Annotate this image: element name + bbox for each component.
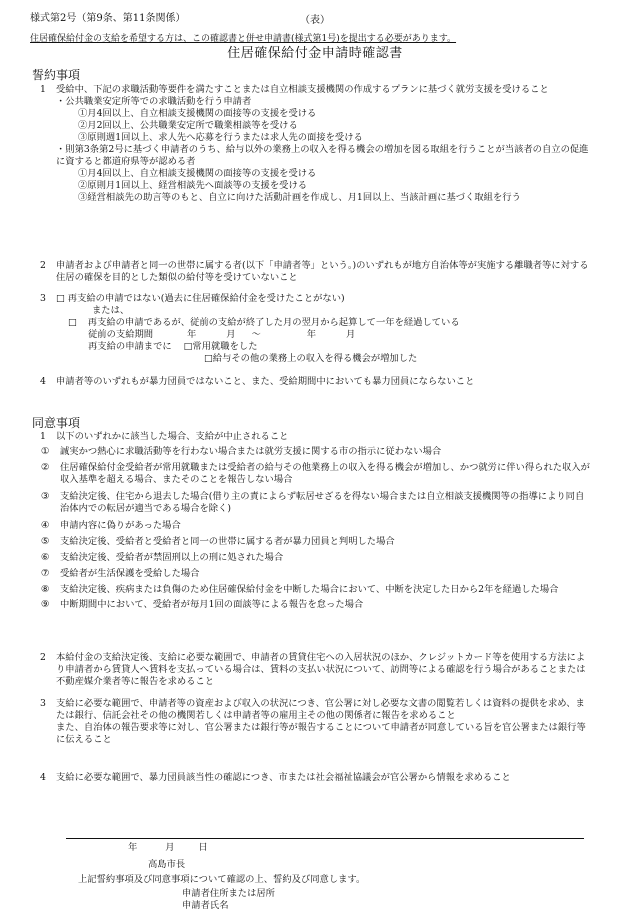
item-number: 2 — [40, 652, 46, 663]
form-number: 様式第2号（第9条、第11条関係） — [30, 13, 186, 24]
period-month-start[interactable]: 月 — [226, 329, 236, 340]
pledge-item-3 — [30, 293, 592, 365]
pledge-item-1 — [30, 84, 592, 204]
item-text: 受給中、下記の求職活動等要件を満たすことまたは自立相談支援機関の作成するプランに基づく就労支援を受けること — [56, 84, 549, 95]
consent-item-4 — [30, 772, 592, 784]
condition-income-checkbox[interactable]: □給与その他の業務上の収入を得る機会が増加した — [204, 353, 418, 364]
item-text: 申請者等のいずれもが暴力団員ではないこと、また、受給期間中においても暴力団員にならないこと — [56, 376, 475, 387]
date-month: 月 — [165, 842, 175, 853]
item-text: 申請者および申請者と同一の世帯に属する者(以下「申請者等」という。)のいずれもが地方自治体等が実施する離職者等に対する住居の確保を目的とした類似の給付等を受けていないこと — [56, 260, 589, 283]
item-text: 以下のいずれかに該当した場合、支給が中止されること — [56, 431, 289, 442]
requirement-item: ①月4回以上、自立相談支援機関の面接等の支援を受ける — [78, 108, 317, 119]
confirmation-statement: 上記誓約事項及び同意事項について確認の上、誓約及び同意します。 — [78, 874, 366, 885]
item-text: 支給に必要な範囲で、申請者等の資産および収入の状況につき、官公署に対し必要な文書の閲覧若しくは資料の提供を求め、または銀行、信託会社その他の機関若しくは申請者等の雇用主その他の関係者に報告を求めること — [56, 698, 585, 721]
stop-condition: ⑨ 中断期間中において、受給者が毎月1回の面談等による報告を怠った場合 — [40, 599, 364, 610]
requirement-item: ②原則月1回以上、経営相談先へ面談等の支援を受ける — [78, 180, 308, 191]
condition-employment-checkbox[interactable]: □常用就職をした — [183, 341, 258, 352]
stop-condition: ③ 支給決定後、住宅から退去した場合(借り主の責によらず転居せざるを得ない場合または自立相談支援機関等の指導により同自治体内での転居が適当である場合を除く) — [40, 491, 585, 514]
option-repeat-text: 再支給の申請であるが、従前の支給が終了した月の翌月から起算して一年を経過している — [87, 317, 460, 328]
document-title: 住居確保給付金申請時確認書 — [227, 46, 403, 61]
or-text: または、 — [92, 305, 130, 316]
date-field[interactable] — [128, 842, 208, 854]
item-number: 3 — [40, 698, 46, 709]
stop-condition: ④ 申請内容に偽りがあった場合 — [40, 520, 181, 531]
pledge-item-4 — [30, 376, 592, 388]
item-text-continued: また、自治体の報告要求等に対し、官公署または銀行等が報告することについて申請者が同意している旨を官公署または銀行等に伝えること — [56, 722, 586, 745]
date-day: 日 — [198, 842, 208, 853]
consent-heading: 同意事項 — [32, 416, 81, 430]
period-tilde: ～ — [251, 329, 261, 340]
period-month-end[interactable]: 月 — [346, 329, 356, 340]
applicant-address-field[interactable]: 申請者住所または居所 — [182, 888, 275, 899]
item-number: 3 — [40, 293, 46, 304]
requirement-item: ③原則週1回以上、求人先へ応募を行うまたは求人先の面接を受ける — [78, 132, 363, 143]
item-number: 4 — [40, 772, 46, 783]
date-year: 年 — [128, 842, 138, 853]
pledge-item-2 — [30, 260, 592, 284]
period-year-end[interactable]: 年 — [306, 329, 317, 340]
previous-period-row — [30, 329, 592, 341]
requirement-item: ③経営相談先の助言等のもと、自立に向けた活動計画を作成し、月1回以上、当該計画に基づく取組を行う — [78, 192, 521, 203]
period-label: 従前の支給期間 — [88, 329, 154, 340]
side-mark: （表） — [300, 15, 330, 26]
addressee: 高島市長 — [148, 859, 186, 870]
option-checkbox-first-time[interactable]: □ — [56, 293, 65, 304]
period-year-start[interactable]: 年 — [187, 329, 197, 340]
reapply-label: 再支給の申請までに — [88, 341, 172, 352]
consent-item-2 — [30, 652, 592, 688]
reapply-condition-row — [30, 341, 592, 353]
consent-item-1 — [30, 431, 592, 611]
stop-condition: ① 誠実かつ熱心に求職活動等を行わない場合または就労支援に関する市の指示に従わない場合 — [40, 446, 442, 457]
stop-condition: ⑦ 受給者が生活保護を受給した場合 — [40, 568, 200, 579]
item-number: 1 — [40, 84, 46, 95]
consent-item-3 — [30, 698, 592, 746]
item-text: 本給付金の支給決定後、支給に必要な範囲で、申請者の賃貸住宅への入居状況のほか、クレジットカード等を使用する方法により申請者から賃貸人へ賃料を支払っている場合は、賃料の支払い状況について、訪問等による確認を行う場合があることまたは不動産媒介業者等に報告を求めること — [56, 652, 586, 687]
option-checkbox-repeat[interactable]: □ — [68, 317, 77, 328]
stop-condition: ⑤ 支給決定後、受給者と受給者と同一の世帯に属する者が暴力団員と判明した場合 — [40, 536, 395, 547]
pledge-heading: 誓約事項 — [32, 68, 81, 82]
sub-heading: ・公共職業安定所等での求職活動を行う申請者 — [56, 96, 252, 107]
item-text: 支給に必要な範囲で、暴力団員該当性の確認につき、市または社会福祉協議会が官公署から情報を求めること — [56, 772, 511, 783]
stop-condition: ② 住居確保給付金受給者が常用就職または受給者の給与その他業務上の収入を得る機会が増加し、かつ就労に伴い得られた収入が収入基準を超える場合、またそのことを報告しない場合 — [40, 462, 590, 485]
item-number: 4 — [40, 376, 46, 387]
requirement-item: ①月4回以上、自立相談支援機関の面接等の支援を受ける — [78, 168, 317, 179]
signature-section — [66, 838, 584, 911]
stop-condition: ⑥ 支給決定後、受給者が禁固刑以上の刑に処された場合 — [40, 552, 284, 563]
stop-condition: ⑧ 支給決定後、疾病または負傷のため住居確保給付金を中断した場合において、中断を決定した日から2年を経過した場合 — [40, 584, 559, 595]
sub-heading: ・則第3条第2号に基づく申請者のうち、給与以外の業務上の収入を得る機会の増加を図る取組を行うことが当該者の自立の促進に資すると都道府県等が認める者 — [56, 144, 589, 167]
item-number: 1 — [40, 431, 46, 442]
option-first-time-text: 再支給の申請ではない(過去に住居確保給付金を受けたことがない) — [67, 293, 345, 304]
requirement-item: ②月2回以上、公共職業安定所で職業相談等を受ける — [78, 120, 298, 131]
applicant-name-field[interactable]: 申請者氏名 — [182, 900, 229, 911]
item-number: 2 — [40, 260, 46, 271]
submission-notice: 住居確保給付金の支給を希望する方は、この確認書と併せ申請書(様式第1号)を提出する必要があります。 — [30, 34, 457, 44]
